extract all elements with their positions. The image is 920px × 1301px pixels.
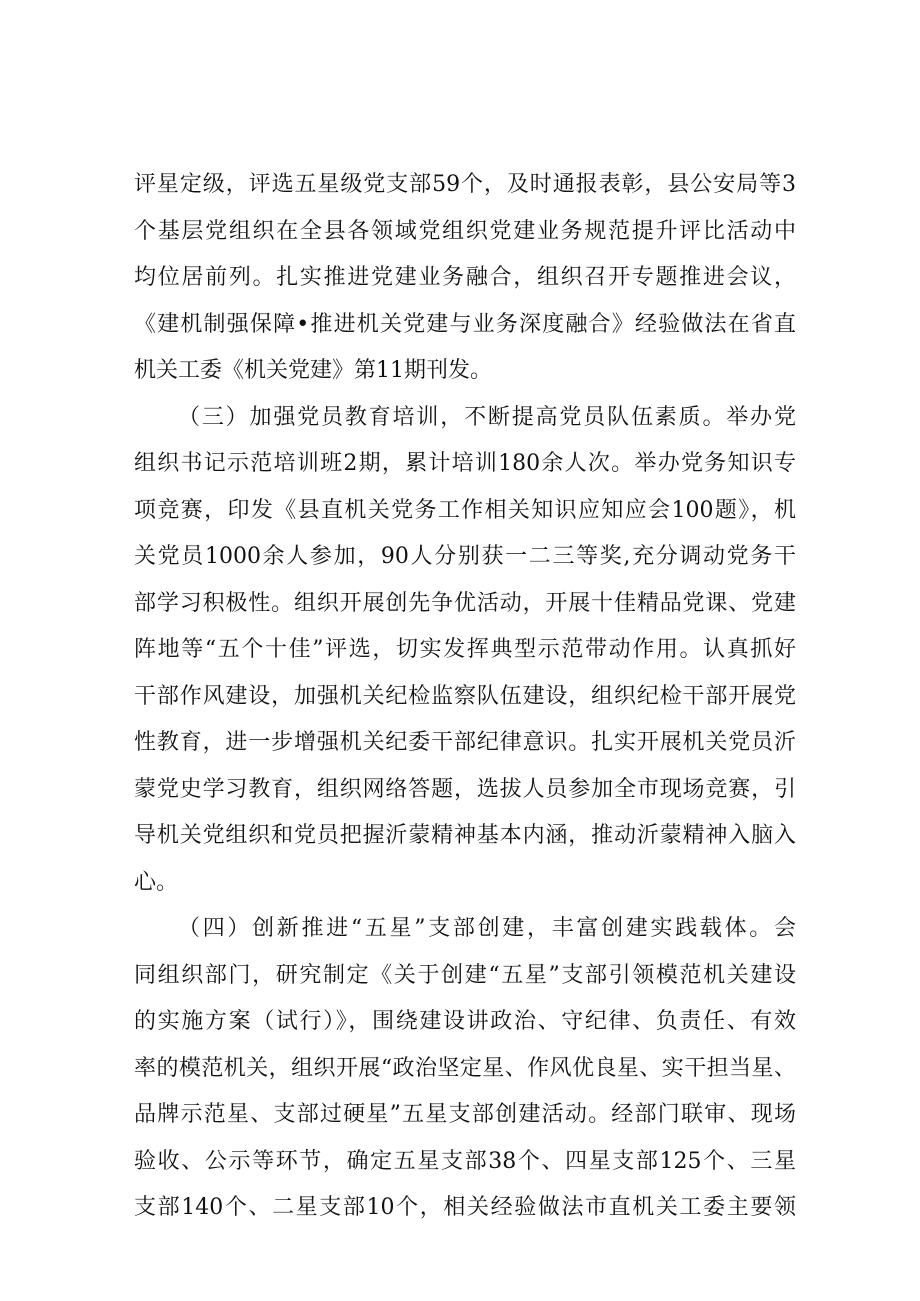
text-line: 关党员1000余人参加，90人分别获一二三等奖,充分调动党务干 [134, 544, 796, 569]
text-line: （三）加强党员教育培训，不断提高党员队伍素质。举办党 [178, 404, 796, 430]
text-line: 项竞赛，印发《县直机关党务工作相关知识应知应会100题》，机 [134, 497, 796, 523]
body-text [134, 162, 796, 1232]
text-line: 《建机制强保障•推进机关党建与业务深度融合》经验做法在省直 [134, 311, 796, 337]
paragraph-1 [134, 162, 796, 395]
text-line: 支部140个、二星支部10个，相关经验做法市直机关工委主要领 [134, 1195, 796, 1220]
text-line: 个基层党组织在全县各领域党组织党建业务规范提升评比活动中 [134, 218, 796, 244]
text-line: 验收、公示等环节，确定五星支部38个、四星支部125个、三星 [134, 1148, 796, 1174]
text-line: 率的模范机关，组织开展“政治坚定星、作风优良星、实干担当星、 [134, 1055, 796, 1081]
text-line: 均位居前列。扎实推进党建业务融合，组织召开专题推进会议， [134, 265, 796, 290]
text-line: 性教育，进一步增强机关纪委干部纪律意识。扎实开展机关党员沂 [134, 730, 796, 755]
text-line: 品牌示范星、支部过硬星”五星支部创建活动。经部门联审、现场 [134, 1102, 796, 1127]
text-line: 心。 [134, 869, 179, 895]
text-line: 导机关党组织和党员把握沂蒙精神基本内涵，推动沂蒙精神入脑入 [134, 823, 796, 848]
text-line: 机关工委《机关党建》第11期刊发。 [134, 358, 492, 383]
paragraph-2 [134, 395, 796, 907]
text-line: 的实施方案（试行）》，围绕建设讲政治、守纪律、负责任、有效 [134, 1009, 796, 1034]
text-line: 部学习积极性。组织开展创先争优活动，开展十佳精品党课、党建 [134, 590, 796, 616]
text-line: （四）创新推进“五星”支部创建，丰富创建实践载体。会 [178, 916, 796, 941]
text-line: 干部作风建设，加强机关纪检监察队伍建设，组织纪检干部开展党 [134, 683, 796, 709]
text-line: 蒙党史学习教育，组织网络答题，选拔人员参加全市现场竞赛，引 [134, 776, 796, 802]
paragraph-3 [134, 906, 796, 1232]
text-line: 阵地等“五个十佳”评选，切实发挥典型示范带动作用。认真抓好 [134, 637, 796, 662]
text-line: 组织书记示范培训班2期，累计培训180余人次。举办党务知识专 [134, 451, 796, 476]
text-line: 同组织部门，研究制定《关于创建“五星”支部引领模范机关建设 [134, 962, 796, 988]
text-line: 评星定级，评选五星级党支部59个，及时通报表彰，县公安局等3 [134, 172, 796, 197]
